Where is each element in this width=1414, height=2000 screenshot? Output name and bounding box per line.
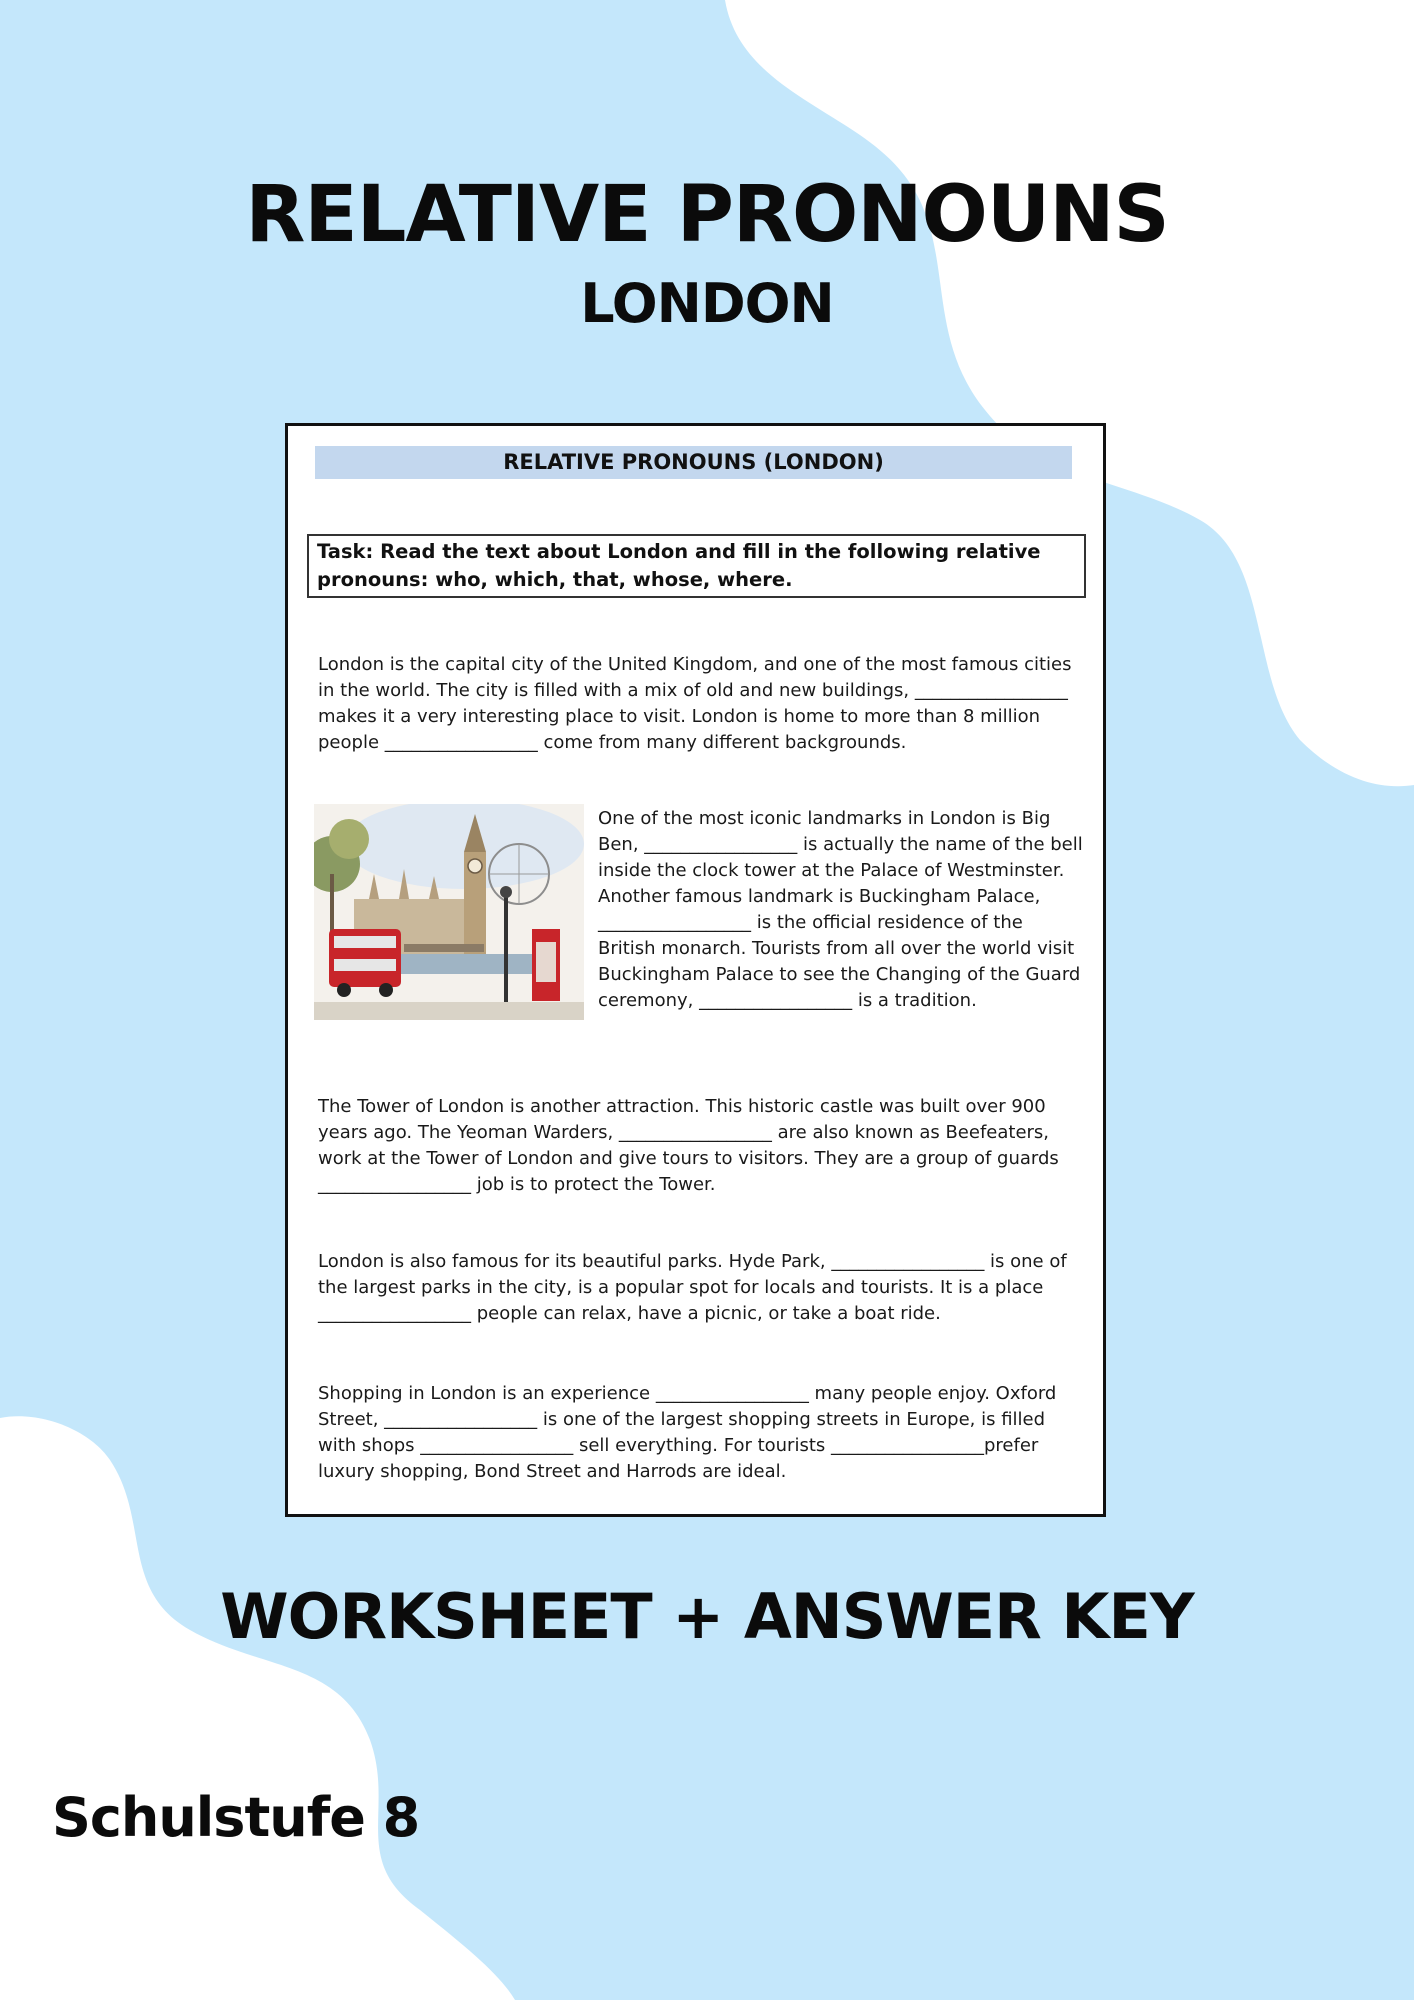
page-subtitle: LONDON xyxy=(580,272,834,335)
london-illustration-icon xyxy=(314,804,584,1020)
paragraph-5: Shopping in London is an experience _________________ many people enjoy. Oxford Street, _________________ is one of the largest shopping streets in Europe, is filled with shops _________________ sell everything. For tourists _________________prefer luxury shopping, Bond Street and Harrods are ideal. xyxy=(318,1383,1057,1482)
worksheet-heading: RELATIVE PRONOUNS (LONDON) xyxy=(315,446,1072,479)
grade-label: Schulstufe 8 xyxy=(52,1786,420,1849)
worksheet-preview xyxy=(285,423,1106,1517)
paragraph-3: The Tower of London is another attraction. This historic castle was built over 900 years ago. The Yeoman Warders, _________________ are also known as Beefeaters, work at the Tower of London and give tours to visitors. They are a group of guards _________________ job is to protect the Tower. xyxy=(318,1096,1059,1195)
paragraph-2: One of the most iconic landmarks in London is Big Ben, _________________ is actually the name of the bell inside the clock tower at the Palace of Westminster. Another famous landmark is Buckingham Palace, _________________ is the official residence of the British monarch. Tourists from all over the world visit Buckingham Palace to see the Changing of the Guard ceremony, _________________ is a tradition. xyxy=(598,808,1083,1011)
paragraph-4: London is also famous for its beautiful parks. Hyde Park, _________________ is one of the largest parks in the city, is a popular spot for locals and tourists. It is a place _________________ people can relax, have a picnic, or take a boat ride. xyxy=(318,1251,1067,1324)
page-title: RELATIVE PRONOUNS xyxy=(245,170,1169,260)
footer-title: WORKSHEET + ANSWER KEY xyxy=(220,1580,1194,1653)
paragraph-1: London is the capital city of the United Kingdom, and one of the most famous cities in the world. The city is filled with a mix of old and new buildings, _________________ makes it a very interesting place to visit. London is home to more than 8 million people _________________ come from many different backgrounds. xyxy=(318,654,1072,753)
task-instructions: Task: Read the text about London and fill in the following relative pronouns: who, which, that, whose, where. xyxy=(307,534,1086,598)
